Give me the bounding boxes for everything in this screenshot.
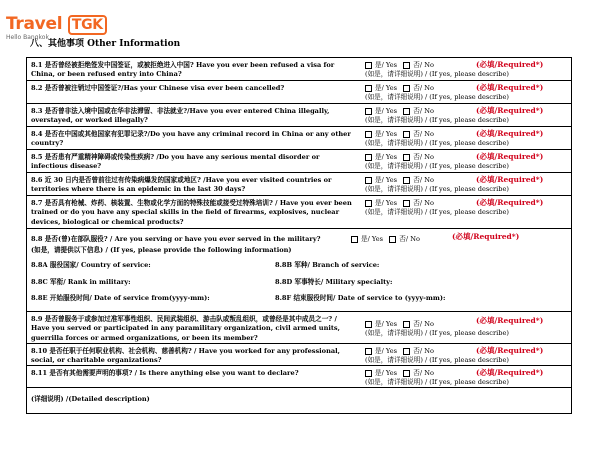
question-text: 8.6 近 30 日内是否曾前往过有传染病爆发的国家或地区? /Have you ever visited countries or territories where there is an epidemic in the last 30 days?	[31, 176, 332, 194]
yes-checkbox[interactable]	[365, 200, 372, 207]
no-checkbox[interactable]	[403, 108, 410, 115]
question-text: 8.9 是否曾服务于或参加过准军事性组织、民间武装组织、游击队或叛乱组织，或曾经是其中成员之一? / Have you served or participated in any paramilitary organization, civil armed units, guerrilla forces or armed organizations, or been its member?	[31, 315, 340, 342]
question-row	[27, 344, 571, 366]
explain-note: (如是，请详细说明) / (If yes, please describe)	[365, 208, 509, 217]
required-tag: (必填/Required*)	[476, 83, 544, 92]
yes-checkbox[interactable]	[351, 236, 358, 243]
field-rank[interactable]: 8.8C 军衔/ Rank in military:	[31, 278, 131, 286]
no-checkbox[interactable]	[403, 370, 410, 377]
required-tag: (必填/Required*)	[476, 106, 544, 115]
answer-options: 是/ Yes 否/ No (如是，请详细说明) / (If yes, please describe)	[365, 84, 565, 103]
required-tag: (必填/Required*)	[452, 232, 520, 241]
detail-row[interactable]	[27, 388, 571, 414]
detailed-description-label: (详细说明) /(Detailed description)	[31, 395, 150, 403]
section-title: 八、其他事项 Other Information	[30, 39, 181, 49]
explain-note: (如是，请详细说明) / (If yes, please describe)	[365, 162, 509, 171]
explain-note: (如是，请详细说明) / (If yes, please describe)	[365, 116, 509, 125]
required-tag: (必填/Required*)	[476, 346, 544, 355]
no-checkbox[interactable]	[403, 348, 410, 355]
no-checkbox[interactable]	[403, 154, 410, 161]
yes-checkbox[interactable]	[365, 85, 372, 92]
explain-note: (如是，请详细说明) / (If yes, please describe)	[365, 70, 509, 79]
yes-checkbox[interactable]	[365, 370, 372, 377]
military-answer-options: 是/ Yes 否/ No	[351, 233, 420, 243]
explain-note: (如是，请详细说明) / (If yes, please describe)	[365, 356, 509, 365]
answer-options: 是/ Yes 否/ No (如是，请详细说明) / (If yes, please describe)	[365, 130, 565, 149]
yes-checkbox[interactable]	[365, 154, 372, 161]
explain-note: (如是，请详细说明) / (If yes, please describe)	[365, 93, 509, 102]
answer-options: 是/ Yes 否/ No (如是，请详细说明) / (If yes, please describe)	[365, 107, 565, 126]
yes-checkbox[interactable]	[365, 62, 372, 69]
question-text: 8.5 是否患有严重精神障碍或传染性疾病? /Do you have any serious mental disorder or infectious disease?	[31, 153, 320, 171]
question-row	[27, 150, 571, 173]
logo-tagline: Hello Bangkok	[6, 34, 49, 41]
yes-checkbox[interactable]	[365, 348, 372, 355]
answer-options: 是/ Yes 否/ No (如是，请详细说明) / (If yes, please describe)	[365, 176, 565, 195]
yes-checkbox[interactable]	[365, 177, 372, 184]
military-service-row	[27, 229, 571, 312]
required-tag: (必填/Required*)	[476, 60, 544, 69]
military-question: 8.8 是否(曾)在部队服役? / Are you serving or have you ever served in the military?	[31, 235, 321, 243]
explain-note: (如是，请详细说明) / (If yes, please describe)	[365, 139, 509, 148]
question-text: 8.2 是否曾被注销过中国签证?/Has your Chinese visa ever been cancelled?	[31, 84, 285, 92]
logo-wordmark: Travel TGK	[6, 14, 107, 35]
question-text: 8.11 是否有其他需要声明的事项? / Is there anything else you want to declare?	[31, 369, 299, 377]
no-checkbox[interactable]	[389, 236, 396, 243]
question-row	[27, 312, 571, 344]
no-checkbox[interactable]	[403, 131, 410, 138]
required-tag: (必填/Required*)	[476, 175, 544, 184]
no-checkbox[interactable]	[403, 85, 410, 92]
yes-checkbox[interactable]	[365, 321, 372, 328]
question-text: 8.10 是否任职于任何职业机构、社会机构、慈善机构? / Have you worked for any professional, social, or charitable organizations?	[31, 347, 340, 365]
question-text: 8.1 是否曾经被拒绝签发中国签证，或被拒绝进入中国? Have you ever been refused a visa for China, or been refused entry into China?	[31, 61, 335, 79]
no-checkbox[interactable]	[403, 321, 410, 328]
yes-checkbox[interactable]	[365, 108, 372, 115]
answer-options: 是/ Yes 否/ No (如是，请详细说明) / (If yes, please describe)	[365, 61, 565, 80]
question-row	[27, 366, 571, 388]
question-row	[27, 81, 571, 104]
no-checkbox[interactable]	[403, 62, 410, 69]
answer-options: 是/ Yes 否/ No (如是，请详细说明) / (If yes, please describe)	[365, 153, 565, 172]
field-country-of-service[interactable]: 8.8A 服役国家/ Country of service:	[31, 261, 151, 269]
answer-options: 是/ Yes 否/ No (如是，请详细说明) / (If yes, please describe)	[365, 199, 565, 218]
question-text: 8.4 是否在中国或其他国家有犯罪记录?/Do you have any criminal record in China or any other country?	[31, 130, 351, 148]
explain-note: (如是，请详细说明) / (If yes, please describe)	[365, 378, 509, 387]
question-row	[27, 104, 571, 127]
field-military-specialty[interactable]: 8.8D 军事特长/ Military specialty:	[275, 278, 393, 286]
field-service-date-to[interactable]: 8.8F 结束服役时间/ Date of service to (yyyy-mm):	[275, 294, 446, 302]
question-row	[27, 127, 571, 150]
explain-note: (如是，请详细说明) / (If yes, please describe)	[365, 329, 509, 338]
question-row	[27, 196, 571, 229]
no-checkbox[interactable]	[403, 200, 410, 207]
required-tag: (必填/Required*)	[476, 198, 544, 207]
required-tag: (必填/Required*)	[476, 152, 544, 161]
other-information-form	[26, 57, 572, 414]
answer-options: 是/ Yes 否/ No (如是，请详细说明) / (If yes, please describe)	[365, 369, 565, 388]
question-row	[27, 173, 571, 196]
question-text: 8.3 是否曾非法入境中国或在华非法滞留、非法就业?/Have you ever entered China illegally, overstayed, or worked illegally?	[31, 107, 330, 125]
field-branch-of-service[interactable]: 8.8B 军种/ Branch of service:	[275, 261, 380, 269]
explain-note: (如是，请详细说明) / (If yes, please describe)	[365, 185, 509, 194]
yes-checkbox[interactable]	[365, 131, 372, 138]
answer-options: 是/ Yes 否/ No (如是，请详细说明) / (If yes, please describe)	[365, 347, 565, 366]
field-service-date-from[interactable]: 8.8E 开始服役时间/ Date of service from(yyyy-mm):	[31, 294, 210, 302]
military-describe-note: (如是，请提供以下信息) / (If yes, please provide the following information)	[31, 246, 292, 254]
no-checkbox[interactable]	[403, 177, 410, 184]
question-text: 8.7 是否具有枪械、炸药、核装置、生物或化学方面的特殊技能或接受过特殊培训? / Have you ever been trained or do you have any special skills in the field of firearms, explosives, nuclear devices, biological or chemical products?	[31, 199, 352, 226]
required-tag: (必填/Required*)	[476, 129, 544, 138]
brand-logo	[6, 14, 107, 41]
required-tag: (必填/Required*)	[476, 316, 544, 325]
question-row	[27, 58, 571, 81]
answer-options: 是/ Yes 否/ No (如是，请详细说明) / (If yes, please describe)	[365, 320, 565, 339]
required-tag: (必填/Required*)	[476, 368, 544, 377]
